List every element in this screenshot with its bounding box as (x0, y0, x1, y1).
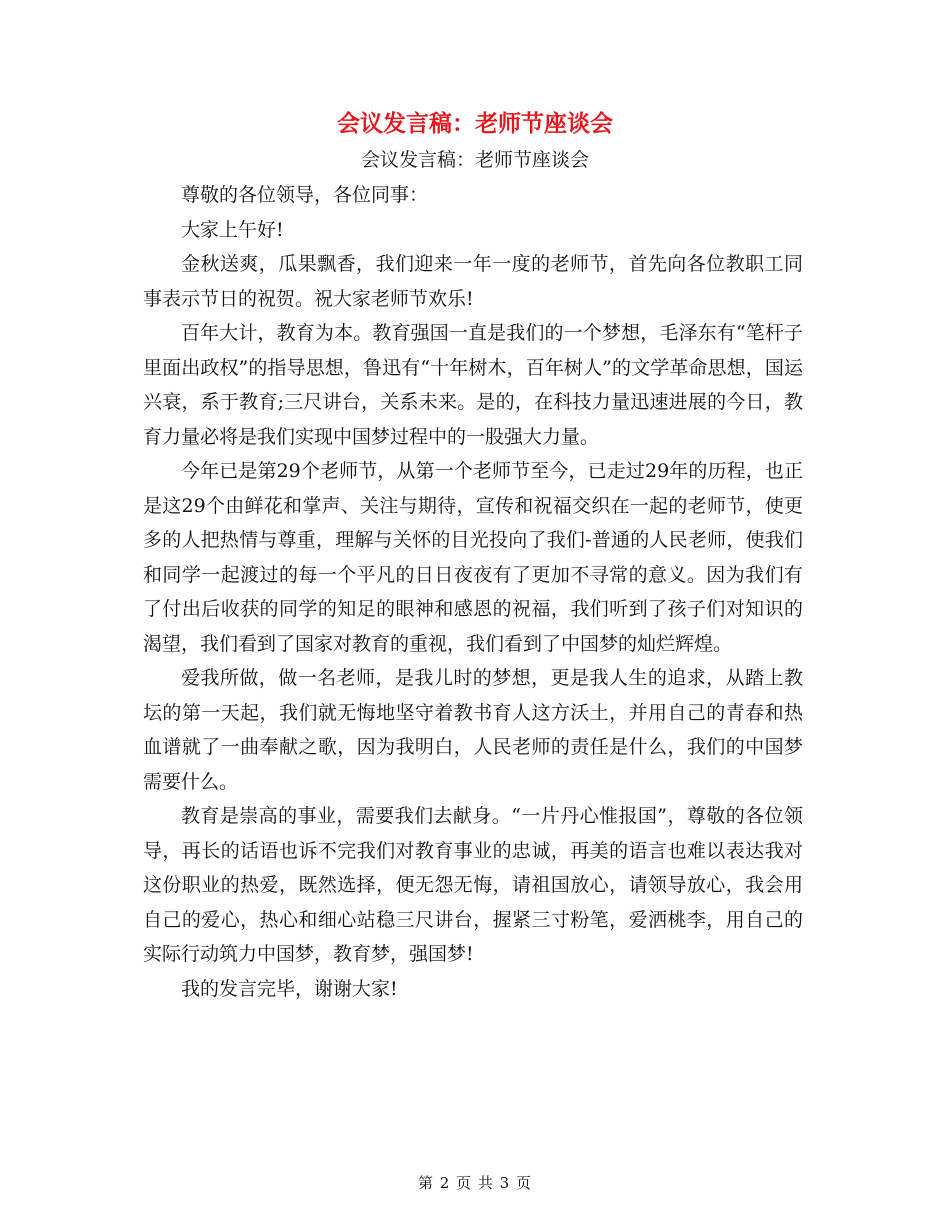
document-subtitle: 会议发言稿：老师节座谈会 (360, 149, 589, 171)
paragraph-dedication: 教育是崇高的事业，需要我们去献身。“一片丹心惟报国”，尊敬的各位领导，再长的话语也诉不完我们对教育事业的忠诚，再美的语言也难以表达我对这份职业的热爱，既然选择，便无怨无悔，请祖国放心，请领导放心，我会用自己的爱心，热心和细心站稳三尺讲台，握紧三寸粉笔，爱洒桃李，用自己的实际行动筑力中国梦，教育梦，强国梦! (143, 805, 803, 965)
page-number-footer: 第 2 页 共 3 页 (418, 1174, 532, 1192)
paragraph-opening: 金秋送爽，瓜果飘香，我们迎来一年一度的老师节，首先向各位教职工同事表示节日的祝贺。祝大家老师节欢乐! (143, 253, 803, 310)
paragraph-closing: 我的发言完毕，谢谢大家! (181, 977, 398, 1000)
paragraph-personal-pursuit: 爱我所做，做一名老师，是我儿时的梦想，更是我人生的追求，从踏上教坛的第一天起，我们就无悔地坚守着教书育人这方沃土，并用自己的青春和热血谱就了一曲奉献之歌，因为我明白，人民老师的责任是什么，我们的中国梦需要什么。 (143, 667, 803, 793)
document-title: 会议发言稿：老师节座谈会 (337, 110, 613, 137)
paragraph-greeting: 大家上午好! (181, 218, 284, 241)
paragraph-salutation: 尊敬的各位领导，各位同事： (181, 184, 429, 206)
paragraph-education-dream: 百年大计，教育为本。教育强国一直是我们的一个梦想，毛泽东有“笔杆子里面出政权”的指导思想，鲁迅有“十年树木，百年树人”的文学革命思想，国运兴衰，系于教育;三尺讲台，关系未来。是的，在科技力量迅速进展的今日，教育力量必将是我们实现中国梦过程中的一股强大力量。 (143, 322, 803, 448)
document-body (143, 178, 803, 1006)
paragraph-teachers-day-history: 今年已是第29个老师节，从第一个老师节至今，已走过29年的历程，也正是这29个由鲜花和掌声、关注与期待，宣传和祝福交织在一起的老师节，使更多的人把热情与尊重，理解与关怀的目光投向了我们-普通的人民老师，使我们和同学一起渡过的每一个平凡的日日夜夜有了更加不寻常的意义。因为我们有了付出后收获的同学的知足的眼神和感恩的祝福，我们听到了孩子们对知识的渴望，我们看到了国家对教育的重视，我们看到了中国梦的灿烂辉煌。 (143, 460, 803, 655)
